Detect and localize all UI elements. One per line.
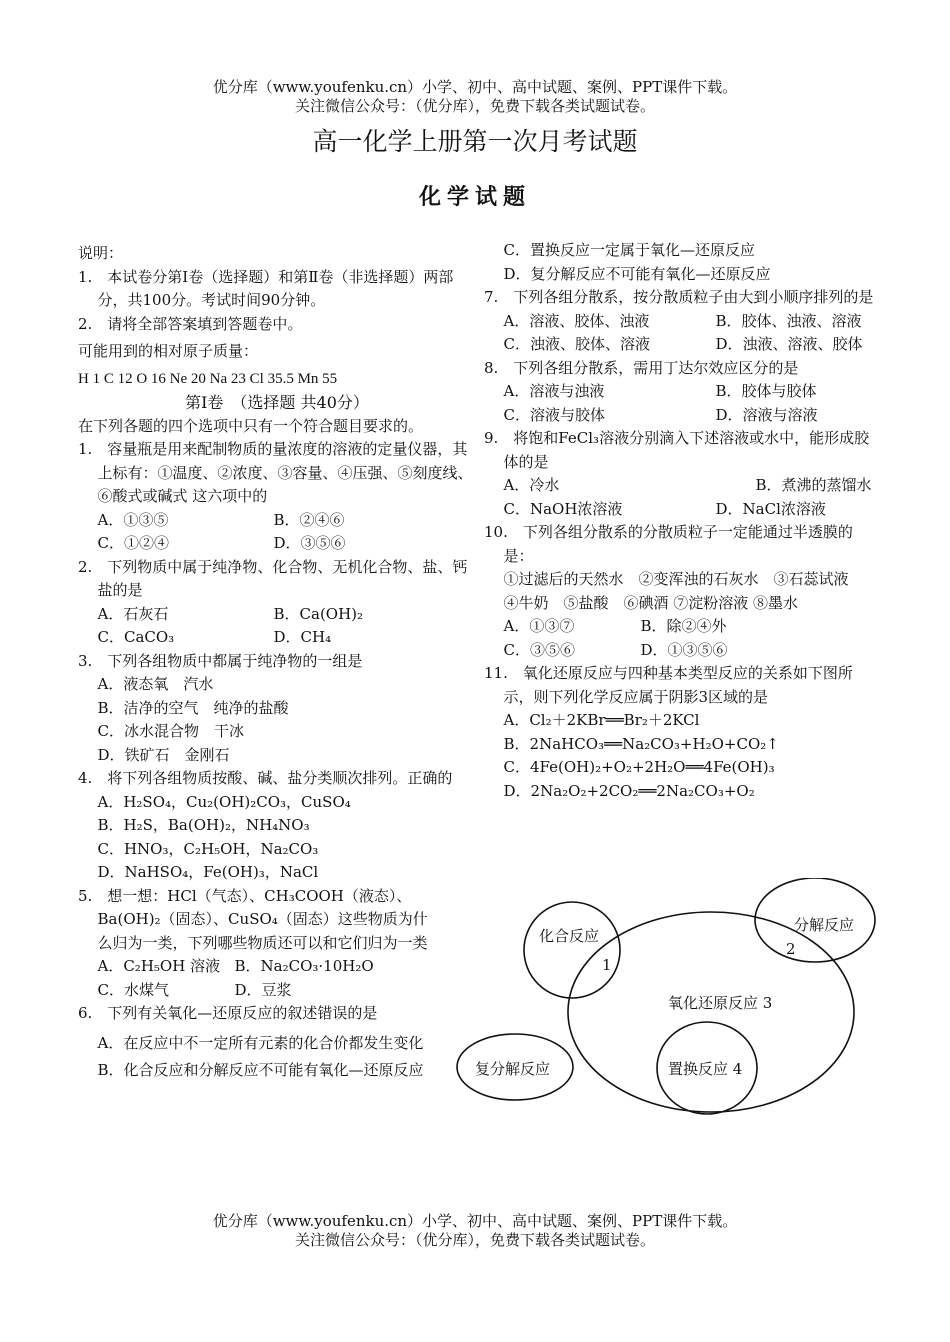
circle-combination: [524, 902, 620, 998]
q10-option-d: D．①③⑤⑥: [640, 640, 728, 659]
q8-stem: 8. 下列各组分散系，需用丁达尔效应区分的是: [484, 358, 799, 377]
q11-option-d: D．2Na₂O₂+2CO₂══2Na₂CO₃+O₂: [503, 781, 755, 800]
q3-option-b: B．洁净的空气 纯净的盐酸: [97, 698, 289, 717]
q10-items: ①过滤后的天然水 ②变浑浊的石灰水 ③石蕊试液 ④牛奶 ⑤盐酸 ⑥碘酒 ⑦淀粉溶液 ⑧墨水: [503, 570, 864, 612]
question-8: [484, 357, 876, 428]
atomic-masses: H 1 C 12 O 16 Ne 20 Na 23 Cl 35.5 Mn 55: [78, 370, 338, 387]
q3-option-c: C．冰水混合物 干冰: [97, 722, 244, 740]
note-1: 1. 本试卷分第Ⅰ卷（选择题）和第Ⅱ卷（非选择题）两部分，共100分。考试时间90分钟。: [78, 267, 454, 309]
q3-option-d: D．铁矿石 金刚石: [97, 745, 230, 764]
q11-stem: 11. 氧化还原反应与四种基本类型反应的关系如下图所示，则下列化学反应属于阴影3区域的是: [484, 664, 853, 706]
q3-stem: 3. 下列各组物质中都属于纯净物的一组是: [78, 651, 363, 670]
q8-option-d: D．溶液与溶液: [715, 405, 818, 424]
question-10: [484, 521, 876, 662]
question-6: [78, 1002, 476, 1083]
q9-option-d: D．NaCl浓溶液: [715, 499, 826, 518]
reaction-venn-diagram: [450, 878, 890, 1123]
page-subtitle: 化学试题: [418, 184, 531, 210]
q4-option-a: A．H₂SO₄，Cu₂(OH)₂CO₃，CuSO₄: [97, 792, 351, 811]
q7-option-c: C．浊液、胶体、溶液: [503, 335, 650, 353]
q9-option-c: C．NaOH浓溶液: [503, 499, 623, 518]
q5-option-c: C．水煤气: [97, 980, 169, 999]
q9-option-b: B．煮沸的蒸馏水: [755, 476, 872, 494]
notes-heading: 说明：: [78, 244, 124, 262]
q2-option-c: C．CaCO₃: [97, 628, 175, 646]
label-region-1: 1: [602, 956, 612, 974]
question-7: [484, 286, 876, 357]
label-region-2: 2: [786, 940, 796, 958]
q7-option-b: B．胶体、浊液、溶液: [715, 311, 862, 330]
q11-option-b: B．2NaHCO₃══Na₂CO₃+H₂O+CO₂↑: [503, 734, 779, 753]
q1-option-c: C．①②④: [97, 534, 169, 552]
q1-option-b: B．②④⑥: [273, 510, 345, 529]
question-2: [78, 556, 476, 650]
q5-option-b: B．Na₂CO₃·10H₂O: [234, 957, 374, 975]
question-4: [78, 767, 476, 885]
q1-stem: 1. 容量瓶是用来配制物质的量浓度的溶液的定量仪器，其上标有：①温度、②浓度、③容量、④压强、⑤刻度线、⑥酸式或碱式 这六项中的: [78, 440, 473, 505]
q10-option-c: C．③⑤⑥: [503, 640, 575, 659]
note-2: 2. 请将全部答案填到答题卷中。: [78, 314, 303, 333]
q6-option-b: B．化合反应和分解反应不可能有氧化—还原反应: [97, 1061, 424, 1079]
q9-option-a: A．冷水: [503, 476, 560, 494]
q11-option-c: C．4Fe(OH)₂+O₂+2H₂O══4Fe(OH)₃: [503, 758, 775, 776]
q4-stem: 4. 将下列各组物质按酸、碱、盐分类顺次排列。正确的: [78, 769, 453, 787]
label-combination: 化合反应: [539, 927, 600, 945]
q5-option-d: D．豆浆: [234, 980, 292, 999]
question-11: [484, 662, 876, 803]
q6-option-d: D．复分解反应不可能有氧化—还原反应: [503, 264, 771, 283]
left-column: [78, 242, 476, 1083]
q11-option-a: A．Cl₂＋2KBr══Br₂＋2KCl: [503, 711, 700, 729]
q6-option-a: A．在反应中不一定所有元素的化合价都发生变化: [97, 1033, 424, 1052]
q10-option-a: A．①③⑦: [503, 617, 575, 635]
q3-option-a: A．液态氧 汽水: [97, 675, 214, 693]
page-title: 高一化学上册第一次月考试题: [312, 127, 638, 156]
site-header-line1: 优分库（www.youfenku.cn）小学、初中、高中试题、案例、PPT课件下载。: [212, 78, 738, 96]
q6-option-c: C．置换反应一定属于氧化—还原反应: [503, 241, 755, 259]
q4-option-b: B．H₂S，Ba(OH)₂，NH₄NO₃: [97, 816, 310, 834]
question-5: [78, 885, 433, 1003]
q4-option-d: D．NaHSO₄，Fe(OH)₃，NaCl: [97, 863, 319, 881]
q2-option-b: B．Ca(OH)₂: [273, 604, 364, 623]
q10-option-b: B．除②④外: [640, 617, 727, 635]
label-double-decomposition: 复分解反应: [475, 1060, 551, 1078]
mass-label: 可能用到的相对原子质量：: [78, 342, 259, 360]
section-heading: 第Ⅰ卷 （选择题 共40分）: [185, 393, 369, 412]
q4-option-c: C．HNO₃，C₂H₅OH，Na₂CO₃: [97, 839, 319, 858]
q10-stem: 10. 下列各组分散系的分散质粒子一定能通过半透膜的是：: [484, 523, 853, 565]
q7-option-a: A．溶液、胶体、浊液: [503, 311, 650, 330]
q2-option-a: A．石灰石: [97, 604, 169, 623]
q8-option-b: B．胶体与胶体: [715, 382, 817, 400]
site-header-line2: 关注微信公众号：（优分库），免费下载各类试题试卷。: [294, 97, 655, 115]
q5-option-a: A．C₂H₅OH 溶液: [97, 957, 221, 975]
question-1: [78, 438, 476, 556]
site-footer-line2: 关注微信公众号：（优分库），免费下载各类试题试卷。: [294, 1231, 655, 1249]
label-decomposition: 分解反应: [794, 916, 855, 934]
q8-option-a: A．溶液与浊液: [503, 382, 605, 400]
label-displacement: 置换反应 4: [668, 1060, 743, 1078]
site-footer-line1: 优分库（www.youfenku.cn）小学、初中、高中试题、案例、PPT课件下载。: [212, 1212, 738, 1230]
q2-stem: 2. 下列物质中属于纯净物、化合物、无机化合物、盐、钙盐的是: [78, 557, 468, 599]
q1-option-d: D．③⑤⑥: [273, 534, 346, 552]
q8-option-c: C．溶液与胶体: [503, 405, 605, 424]
q2-option-d: D．CH₄: [273, 628, 332, 646]
q5-stem: 5. 想一想：HCl（气态）、CH₃COOH（液态）、Ba(OH)₂（固态）、CuSO₄（固态）这些物质为什么归为一类，下列哪些物质还可以和它们归为一类: [78, 886, 428, 952]
q1-option-a: A．①③⑤: [97, 510, 169, 529]
question-3: [78, 650, 476, 768]
q6-stem: 6. 下列有关氧化—还原反应的叙述错误的是: [78, 1004, 378, 1022]
q7-option-d: D．浊液、溶液、胶体: [715, 335, 863, 353]
q7-stem: 7. 下列各组分散系，按分散质粒子由大到小顺序排列的是: [484, 288, 874, 306]
label-redox: 氧化还原反应 3: [668, 994, 773, 1012]
q9-stem: 9. 将饱和FeCl₃溶液分别滴入下述溶液或水中，能形成胶体的是: [484, 429, 870, 471]
question-9: [484, 427, 876, 521]
right-column: [484, 239, 876, 803]
instruction: 在下列各题的四个选项中只有一个符合题目要求的。: [78, 416, 424, 435]
